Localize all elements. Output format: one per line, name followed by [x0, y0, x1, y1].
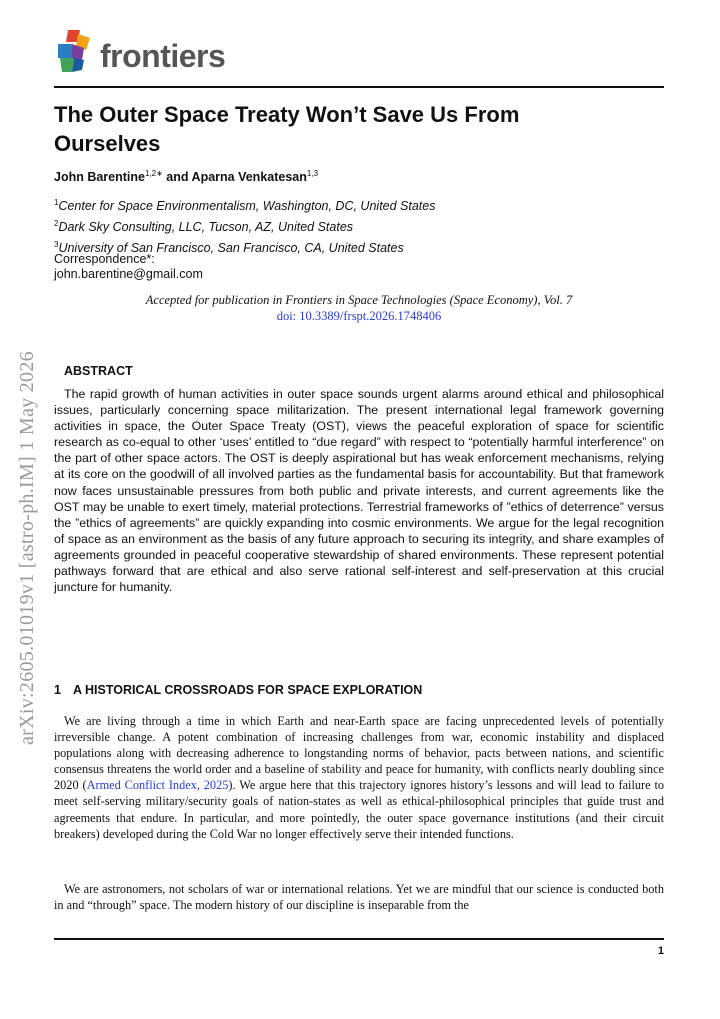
author-name: John Barentine [54, 170, 145, 185]
acceptance-text: Accepted for publication in Frontiers in Space Technologies (Space Economy), Vol. 7 [145, 293, 573, 307]
affiliation-item: $^3$University of San Francisco, San Francisco, CA, United States [54, 240, 404, 256]
page-number: 1 [657, 945, 664, 957]
abstract-heading: ABSTRACT [64, 364, 133, 378]
frontiers-logo-icon [54, 28, 98, 76]
body-paragraph: We are astronomers, not scholars of war or international relations. Yet we are mindful that our science is conducted both in and “through” space. The modern history of our discipline is inseparable from the [54, 882, 664, 913]
arxiv-identifier: arXiv:2605.01019v1 [astro-ph.IM] 1 May 2026 [16, 351, 38, 745]
citation-link[interactable]: Armed Conflict Index, 2025 [86, 778, 229, 793]
paper-title: The Outer Space Treaty Won’t Save Us From Ourselves [54, 102, 520, 156]
section-number: 1 [54, 683, 61, 697]
section-title: A HISTORICAL CROSSROADS FOR SPACE EXPLORATION [72, 683, 423, 697]
affiliation-item: $^2$Dark Sky Consulting, LLC, Tucson, AZ, United States [54, 219, 354, 235]
author-conjunction: and [162, 170, 192, 185]
acceptance-note [54, 292, 664, 324]
authors-line [54, 169, 318, 184]
body-paragraph: We are living through a time in which Earth and near-Earth space are facing unprecedented levels of potentially irreversible change. A potent combination of increasing challenges from war, economic instability and displaced populations along with decreasing adherence to longstanding norms of behavior, pacts between nations, and scientific consensus threatens the world order and a baseline of stability and peace for humanity, with conflicts nearly doubling since 2020 (Armed Conflict Index, 2025). We argue here that this trajectory ignores history’s lessons and will lead to failure to meet self-serving military/security goals of nation-states as well as ethical-philosophical principles that guide trust and agreements that endure. In particular, and more pointedly, the outer space governance institutions (and their circuit breakers) developed during the Cold War no longer effectively serve their intended functions. [54, 714, 665, 841]
frontiers-logo [54, 28, 254, 76]
abstract-text: The rapid growth of human activities in outer space sounds urgent alarms around ethical and philosophical issues, particularly concerning space militarization. The present international legal framework governing activities in space, the Outer Space Treaty (OST), views the peaceful exploration of space for scientific research as co-equal to other ‘uses’ entitled to “due regard” with respect to “potentially harmful interference” on the part of other space actors. The OST is deeply aspirational but has weak enforcement mechanisms, relying at its core on the goodwill of all involved parties as the fundamental basis for accountability. But that framework now faces unsustainable pressures from both public and private interests, and current agreements like the OST may be unable to exert timely, material protections. Terrestrial frameworks of ”ethics of deterrence” versus the ”ethics of agreements” are quickly expanding into cosmic environments. We argue for the legal recognition of space as an environment as the basis of any future approach to securing its integrity, and share examples of agreements grounded in peaceful cooperative stewardship of shared environments. These represent potential pathways forward that are ethical and also serve rational self-interest and self-preservation at this crucial juncture for humanity. [54, 387, 664, 595]
affiliations [54, 194, 435, 257]
doi-link[interactable]: doi: 10.3389/frspt.2026.1748406 [276, 309, 442, 323]
section-heading [54, 683, 422, 697]
logo-wordmark: frontiers [100, 38, 226, 74]
author-affil-sup: 1,3 [306, 169, 319, 178]
correspondence [54, 252, 203, 282]
author-name: Aparna Venkatesan [191, 170, 307, 185]
header-rule [54, 86, 664, 88]
correspondence-label: Correspondence*: [54, 252, 155, 266]
affiliation-item: $^1$Center for Space Environmentalism, Washington, DC, United States [54, 198, 436, 214]
author-affil-sup: 1,2∗ [145, 169, 163, 178]
correspondence-email[interactable]: john.barentine@gmail.com [54, 267, 203, 281]
footer-rule [54, 938, 664, 940]
